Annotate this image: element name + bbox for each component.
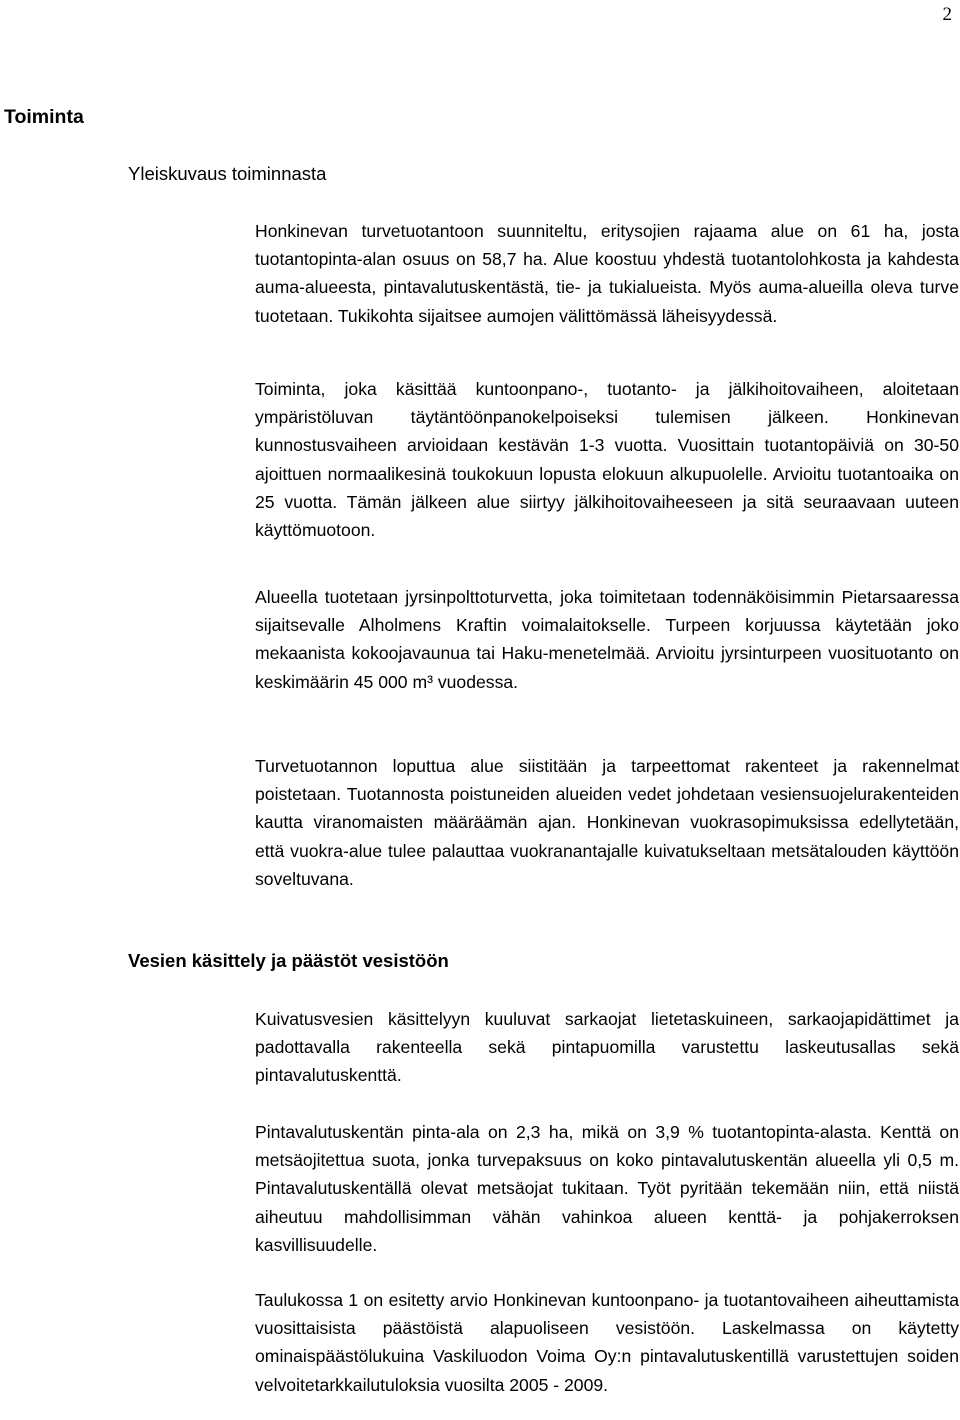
paragraph-area-description: Honkinevan turvetuotantoon suunniteltu, eritysojien rajaama alue on 61 ha, josta tuotantopinta-alan osuus on 58,7 ha. Alue koostuu yhdestä tuotantolohkosta ja kahdesta auma-alueesta, pintavalutuskentästä, tie- ja tukialueista. Myös auma-alueilla oleva turve tuotetaan. Tukikohta sijaitsee aumojen välittömässä läheisyydessä.	[255, 221, 959, 326]
subsection-title-water-treatment: Vesien käsittely ja päästöt vesistöön	[128, 950, 449, 971]
paragraph-operation-schedule: Toiminta, joka käsittää kuntoonpano-, tuotanto- ja jälkihoitovaiheen, aloitetaan ympäristöluvan täytäntöönpanokelpoiseksi tulemisen jälkeen. Honkinevan kunnostusvaiheen arvioidaan kestävän 1-3 vuotta. Vuosittain tuotantopäiviä on 30-50 ajoittuen normaalikesinä toukokuun lopusta elokuun alkupuolelle. Arvioitu tuotantoaika on 25 vuotta. Tämän jälkeen alue siirtyy jälkihoitovaiheeseen ja sitä seuraavaan uuteen käyttömuotoon.	[255, 379, 959, 541]
page-number: 2	[942, 4, 952, 25]
paragraph-after-production: Turvetuotannon loputtua alue siistitään ja tarpeettomat rakenteet ja rakennelmat poistetaan. Tuotannosta poistuneiden alueiden vedet johdetaan vesiensuojelurakenteiden kautta viranomaisten määräämän ajan. Honkinevan vuokrasopimuksissa edellytetään, että vuokra-alue tulee palauttaa vuokranantajalle kuivatukseltaan metsätalouden käyttöön soveltuvana.	[255, 756, 959, 889]
paragraph-overland-flow-field: Pintavalutuskentän pinta-ala on 2,3 ha, mikä on 3,9 % tuotantopinta-alasta. Kenttä on metsäojitettua suota, jonka turvepaksuus on koko pintavalutuskentän alueella yli 0,5 m. Pintavalutuskentällä olevat metsäojat tukitaan. Työt pyritään tekemään niin, että niistä aiheutuu mahdollisimman vähän vahinkoa alueen kenttä- ja pohjakerroksen kasvillisuudelle.	[255, 1122, 959, 1255]
paragraph-emission-estimate: Taulukossa 1 on esitetty arvio Honkinevan kuntoonpano- ja tuotantovaiheen aiheuttamista vuosittaisista päästöistä alapuoliseen vesistöön. Laskelmassa on käytetty ominaispäästölukuina Vaskiluodon Voima Oy:n pintavalutuskentillä varustettujen soiden velvoitetarkkailutuloksia vuosilta 2005 - 2009.	[255, 1290, 959, 1395]
paragraph-peat-production: Alueella tuotetaan jyrsinpolttoturvetta, joka toimitetaan todennäköisimmin Pietarsaaressa sijaitsevalle Alholmens Kraftin voimalaitokselle. Turpeen korjuussa käytetään joko mekaanista kokoojavaunua tai Haku-menetelmää. Arvioitu jyrsinturpeen vuosituotanto on keskimäärin 45 000 m³ vuodessa.	[255, 587, 959, 692]
section-title: Toiminta	[4, 106, 84, 128]
paragraph-drainage-treatment: Kuivatusvesien käsittelyyn kuuluvat sarkaojat lietetaskuineen, sarkaojapidättimet ja padottavalla rakenteella sekä pintapuomilla varustettu laskeutusallas sekä pintavalutuskenttä.	[255, 1009, 959, 1086]
subsection-title-overview: Yleiskuvaus toiminnasta	[128, 163, 327, 184]
